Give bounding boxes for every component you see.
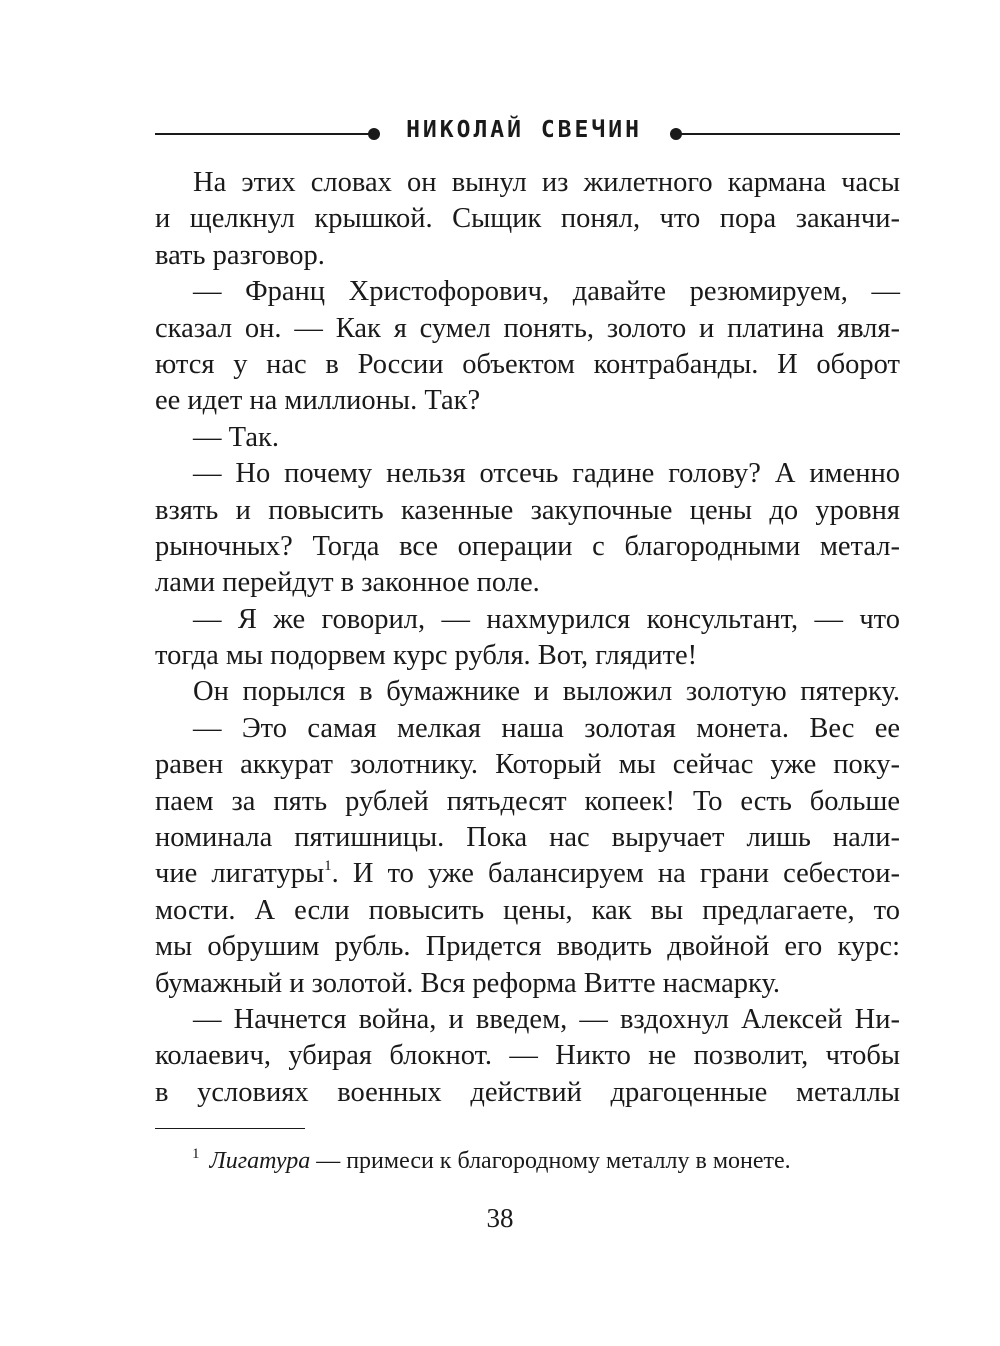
header-rule-left [155,133,370,135]
text-line: — Начнется война, и введем, — вздохнул Алексей Ни- [193,1003,900,1035]
text-fragment: . И то уже балансируем на грани себестои- [331,858,900,890]
header-bullet-left [368,128,380,140]
text-line: ее идет на миллионы. Так? [155,385,481,417]
text-line: мы обрушим рубль. Придется вводить двойной его курс: [155,931,900,963]
footnote-separator [155,1128,305,1129]
text-line: равен аккурат золотнику. Который мы сейчас уже поку- [155,749,900,781]
text-line: номинала пятишницы. Пока нас выручает лишь нали- [155,822,900,854]
text-line: — Франц Христофорович, давайте резюмируем, — [193,276,900,308]
text-line: вать разговор. [155,239,325,271]
header-author: НИКОЛАЙ СВЕЧИН [406,117,642,143]
text-line: мости. А если повысить цены, как вы предлагаете, то [155,894,900,926]
text-line: ются у нас в России объектом контрабанды. И оборот [155,348,900,380]
header-rule-right [678,133,900,135]
running-header [0,114,1000,154]
body-text [155,165,900,1111]
text-line: паем за пять рублей пятьдесят копеек! То есть больше [155,785,900,817]
footnote-term: Лигатура [209,1148,311,1174]
text-line: взять и повысить казенные закупочные цены до уровня [155,494,900,526]
text-fragment: чие лигатуры [155,858,325,890]
text-line: — Я же говорил, — нахмурился консультант, — что [193,603,900,635]
text-line: — Это самая мелкая наша золотая монета. Вес ее [193,712,900,744]
text-line: рыночных? Тогда все операции с благородными метал- [155,530,900,562]
footnote-mark: 1 [192,1146,200,1162]
footnote-reference: 1 [324,858,332,875]
footnote-text: — примеси к благородному металлу в монете. [310,1148,791,1174]
text-line: Он порылся в бумажнике и выложил золотую пятерку. [193,676,900,708]
text-line: — Так. [193,421,279,453]
text-line: тогда мы подорвем курс рубля. Вот, глядите! [155,640,698,672]
text-line: колаевич, убирая блокнот. — Никто не позволит, чтобы [155,1040,900,1072]
page-number: 38 [486,1203,514,1233]
text-line [155,856,900,892]
text-line: На этих словах он вынул из жилетного кармана часы [193,167,900,198]
text-line: сказал он. — Как я сумел понять, золото и платина явля- [155,312,900,344]
text-line: — Но почему нельзя отсечь гадине голову? А именно [193,458,900,490]
text-line: в условиях военных действий драгоценные металлы [155,1076,900,1108]
text-line: бумажный и золотой. Вся реформа Витте насмарку. [155,967,781,999]
text-line: лами перейдут в законное поле. [155,567,540,599]
footnote [192,1138,791,1177]
text-line: и щелкнул крышкой. Сыщик понял, что пора заканчи- [155,203,900,235]
